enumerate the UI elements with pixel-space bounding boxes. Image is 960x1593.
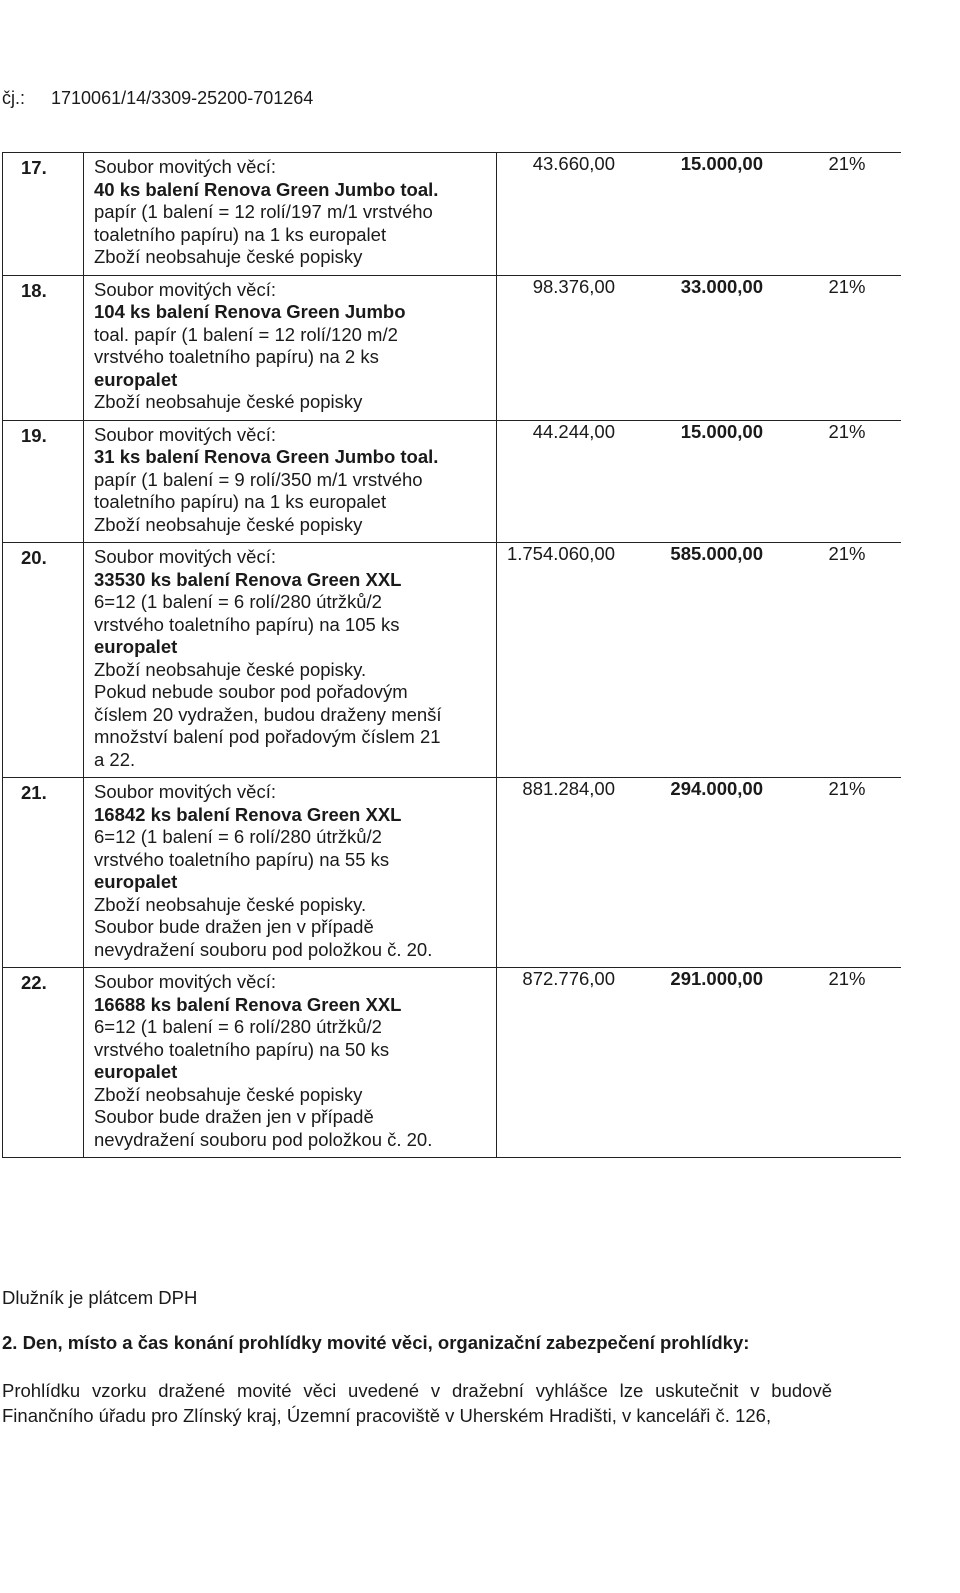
reference-label: čj.: (2, 88, 26, 108)
vat-payer-note: Dlužník je plátcem DPH (2, 1287, 198, 1308)
description-line: Soubor bude dražen jen v případě (94, 916, 374, 937)
item-number: 21. (3, 778, 84, 968)
lowest-bid: 294.000,00 (623, 778, 765, 968)
estimated-value: 44.244,00 (497, 420, 624, 543)
description-line: 16842 ks balení Renova Green XXL (94, 803, 402, 825)
item-description (84, 778, 497, 968)
description-line: europalet (94, 871, 178, 892)
item-number: 19. (3, 420, 84, 543)
description-line: číslem 20 vydražen, budou draženy menší (94, 703, 442, 725)
item-description (84, 543, 497, 778)
description-line: vrstvého toaletního papíru) na 50 ks (94, 1038, 390, 1060)
vat-rate: 21% (765, 420, 901, 543)
description-line: 104 ks balení Renova Green Jumbo (94, 301, 406, 322)
item-number: 20. (3, 543, 84, 778)
description-line: Soubor bude dražen jen v případě (94, 1106, 374, 1127)
description-line: 33530 ks balení Renova Green XXL (94, 568, 402, 590)
vat-rate: 21% (765, 153, 901, 276)
estimated-value: 1.754.060,00 (497, 543, 624, 778)
vat-rate: 21% (765, 543, 901, 778)
item-number: 22. (3, 968, 84, 1158)
description-line: toaletního papíru) na 1 ks europalet (94, 223, 387, 245)
description-line: 6=12 (1 balení = 6 rolí/280 útržků/2 (94, 1016, 382, 1037)
description-line: Soubor movitých věcí: (94, 781, 276, 802)
item-row (3, 153, 902, 276)
description-line: 16688 ks balení Renova Green XXL (94, 993, 402, 1015)
description-line: vrstvého toaletního papíru) na 2 ks (94, 346, 379, 367)
vat-rate: 21% (765, 778, 901, 968)
description-line: 40 ks balení Renova Green Jumbo toal. (94, 178, 439, 200)
lowest-bid: 15.000,00 (623, 420, 765, 543)
description-line: Soubor movitých věcí: (94, 156, 276, 177)
description-line: Soubor movitých věcí: (94, 278, 276, 300)
item-number: 18. (3, 275, 84, 420)
description-line: Zboží neobsahuje české popisky (94, 246, 363, 267)
description-line: toaletního papíru) na 1 ks europalet (94, 491, 387, 512)
description-line: papír (1 balení = 12 rolí/197 m/1 vrstvého (94, 201, 433, 222)
item-description (84, 420, 497, 543)
description-line: vrstvého toaletního papíru) na 105 ks (94, 613, 400, 635)
items-table-body (3, 153, 902, 1158)
description-line: toal. papír (1 balení = 12 rolí/120 m/2 (94, 323, 398, 345)
inspection-paragraph (2, 1378, 832, 1428)
item-row (3, 543, 902, 778)
lowest-bid: 15.000,00 (623, 153, 765, 276)
description-line: papír (1 balení = 9 rolí/350 m/1 vrstvého (94, 468, 423, 490)
estimated-value: 43.660,00 (497, 153, 624, 276)
description-line: Zboží neobsahuje české popisky (94, 391, 363, 412)
lowest-bid: 33.000,00 (623, 275, 765, 420)
description-line: Zboží neobsahuje české popisky (94, 1083, 363, 1105)
description-line: Zboží neobsahuje české popisky (94, 513, 363, 535)
auction-items-table (2, 152, 901, 1158)
description-line: nevydražení souboru pod položkou č. 20. (94, 938, 433, 960)
vat-rate: 21% (765, 968, 901, 1158)
description-line: europalet (94, 368, 178, 390)
estimated-value: 98.376,00 (497, 275, 624, 420)
item-description (84, 275, 497, 420)
description-line: Soubor movitých věcí: (94, 971, 276, 992)
description-line: Zboží neobsahuje české popisky. (94, 893, 367, 915)
item-row (3, 275, 902, 420)
description-line: Zboží neobsahuje české popisky. (94, 658, 367, 680)
description-line: europalet (94, 1061, 178, 1082)
description-line: 6=12 (1 balení = 6 rolí/280 útržků/2 (94, 826, 382, 847)
description-line: 31 ks balení Renova Green Jumbo toal. (94, 446, 439, 467)
description-line: množství balení pod pořadovým číslem 21 (94, 726, 441, 747)
item-description (84, 968, 497, 1158)
description-line: nevydražení souboru pod položkou č. 20. (94, 1128, 433, 1150)
description-line: Soubor movitých věcí: (94, 423, 276, 445)
reference-number (2, 88, 313, 109)
paragraph-line-2: Finančního úřadu pro Zlínský kraj, Územní pracoviště v Uherském Hradišti, v kanceláři č. 126, (2, 1405, 772, 1426)
paragraph-line-1: Prohlídku vzorku dražené movité věci uvedené v dražební vyhlášce lze uskutečnit v budově (2, 1380, 832, 1401)
section-heading: 2. Den, místo a čas konání prohlídky movité věci, organizační zabezpečení prohlídky: (2, 1332, 750, 1353)
estimated-value: 881.284,00 (497, 778, 624, 968)
lowest-bid: 585.000,00 (623, 543, 765, 778)
item-row (3, 968, 902, 1158)
description-line: Soubor movitých věcí: (94, 546, 276, 567)
description-line: a 22. (94, 748, 136, 770)
reference-value: 1710061/14/3309-25200-701264 (51, 88, 314, 108)
description-line: Pokud nebude soubor pod pořadovým (94, 681, 408, 702)
item-row (3, 420, 902, 543)
item-number: 17. (3, 153, 84, 276)
lowest-bid: 291.000,00 (623, 968, 765, 1158)
item-row (3, 778, 902, 968)
item-description (84, 153, 497, 276)
description-line: vrstvého toaletního papíru) na 55 ks (94, 848, 390, 870)
estimated-value: 872.776,00 (497, 968, 624, 1158)
description-line: 6=12 (1 balení = 6 rolí/280 útržků/2 (94, 591, 382, 612)
vat-rate: 21% (765, 275, 901, 420)
description-line: europalet (94, 636, 178, 657)
